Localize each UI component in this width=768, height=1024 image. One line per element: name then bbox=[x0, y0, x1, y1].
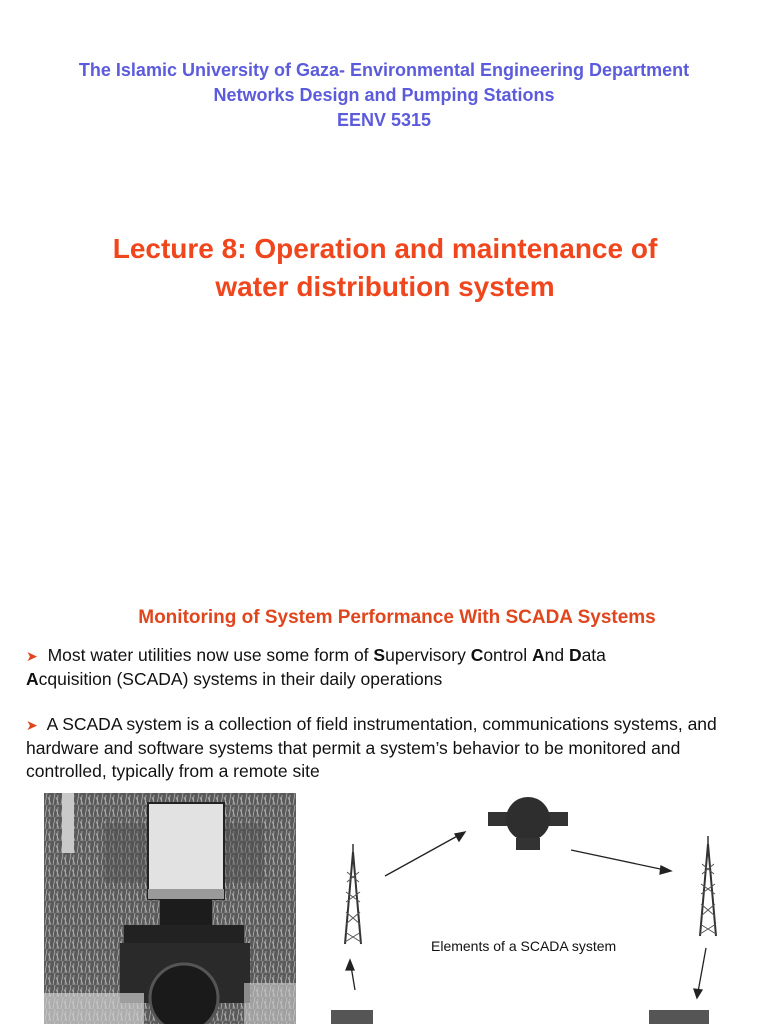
field-instrument-illustration bbox=[44, 793, 296, 1024]
acronym-letter: C bbox=[470, 645, 484, 665]
pump-icon bbox=[488, 797, 568, 850]
radio-tower-icon bbox=[700, 836, 716, 936]
bullet-text: cquisition (SCADA) systems in their daily operations bbox=[38, 669, 443, 689]
acronym-letter: A bbox=[531, 645, 545, 665]
acronym-letter: A bbox=[26, 669, 39, 689]
bullet-text: ata bbox=[581, 645, 606, 665]
bullet-text: Most water utilities now use some form of bbox=[42, 645, 374, 665]
field-instrument-photo bbox=[44, 793, 296, 1024]
lecture-title-line1: Lecture 8: Operation and maintenance of bbox=[112, 233, 658, 264]
bullet-text: upervisory bbox=[385, 645, 471, 665]
control-station-icon bbox=[649, 1010, 709, 1024]
header-line-course: Networks Design and Pumping Stations bbox=[213, 85, 555, 105]
flow-arrows bbox=[346, 832, 706, 998]
university-header bbox=[0, 58, 768, 133]
figure-caption: Elements of a SCADA system bbox=[431, 938, 617, 954]
acronym-letter: D bbox=[568, 645, 582, 665]
scada-diagram-graphic bbox=[331, 790, 751, 1024]
header-line-university: The Islamic University of Gaza- Environmental Engineering Department bbox=[78, 60, 690, 80]
lecture-title bbox=[0, 230, 768, 306]
bullet-scada-definition bbox=[26, 713, 746, 783]
field-device-icon bbox=[331, 1010, 373, 1024]
bullet-text: A SCADA system is a collection of field instrumentation, communications systems, and hardware and software systems that permit a system’s behavior to be monitored and controlled, typically from a remote site bbox=[26, 714, 717, 781]
arrow-bullet-icon: ➤ bbox=[26, 648, 38, 664]
header-line-code: EENV 5315 bbox=[336, 110, 432, 130]
arrow-bullet-icon: ➤ bbox=[26, 717, 38, 733]
bullet-text: nd bbox=[544, 645, 569, 665]
section-heading: Monitoring of System Performance With SCADA Systems bbox=[138, 607, 656, 628]
bullet-text: ontrol bbox=[483, 645, 532, 665]
lecture-title-line2: water distribution system bbox=[215, 271, 555, 302]
bullet-scada-usage bbox=[26, 644, 746, 691]
acronym-letter: S bbox=[373, 645, 386, 665]
scada-diagram bbox=[331, 790, 751, 1024]
radio-tower-icon bbox=[345, 844, 361, 944]
